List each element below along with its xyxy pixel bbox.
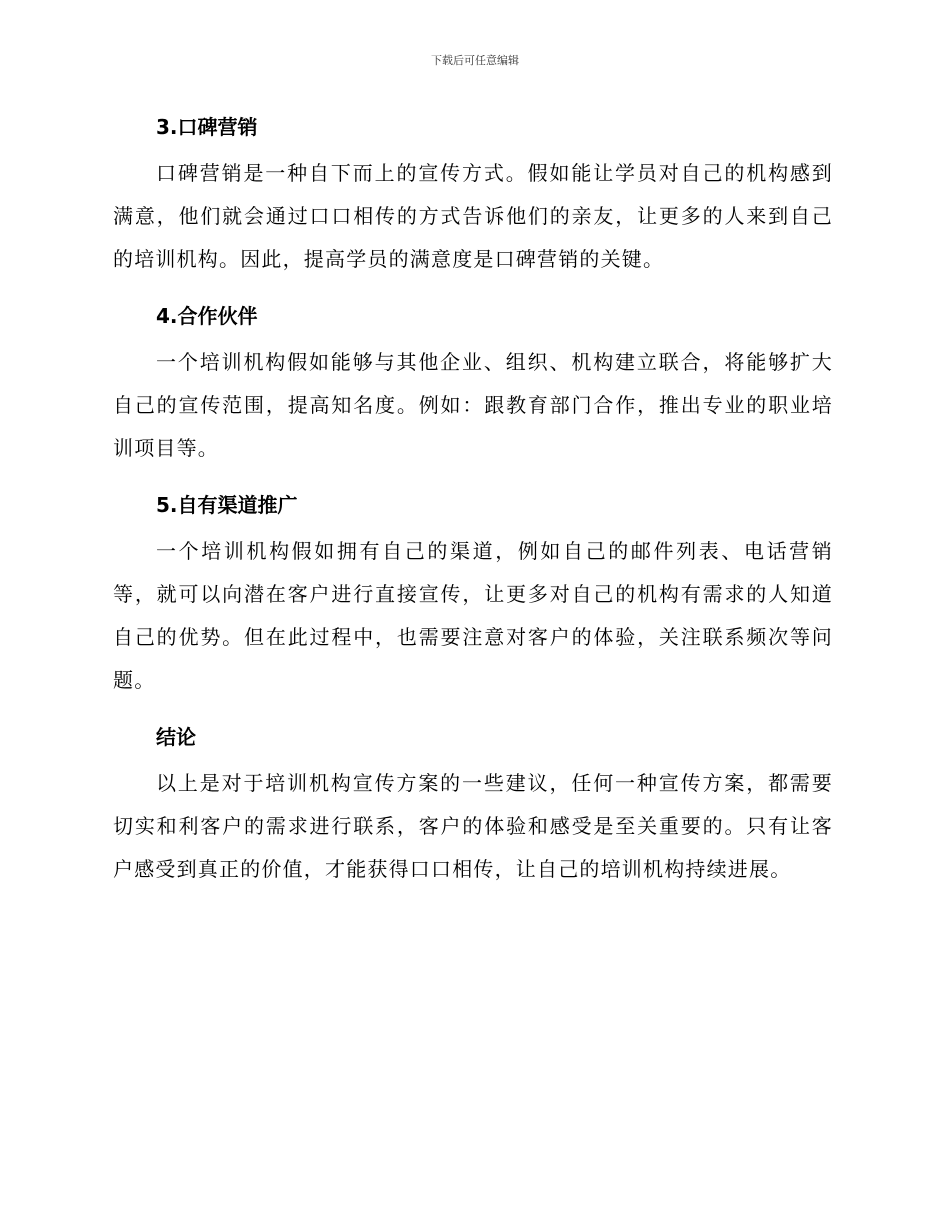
section-paragraph-partners: 一个培训机构假如能够与其他企业、组织、机构建立联合，将能够扩大自己的宣传范围，提高知名度。例如：跟教育部门合作，推出专业的职业培训项目等。: [113, 350, 833, 460]
section-heading-word-of-mouth: 3.口碑营销: [156, 115, 258, 139]
section-heading-own-channels: 5.自有渠道推广: [156, 493, 298, 517]
section-heading-partners: 4.合作伙伴: [156, 304, 258, 328]
section-paragraph-conclusion: 以上是对于培训机构宣传方案的一些建议，任何一种宣传方案，都需要切实和利客户的需求进行联系，客户的体验和感受是至关重要的。只有让客户感受到真正的价值，才能获得口口相传，让自己的培训机构持续进展。: [113, 771, 833, 881]
section-paragraph-word-of-mouth: 口碑营销是一种自下而上的宣传方式。假如能让学员对自己的机构感到满意，他们就会通过口口相传的方式告诉他们的亲友，让更多的人来到自己的培训机构。因此，提高学员的满意度是口碑营销的关键。: [113, 161, 833, 271]
section-paragraph-own-channels: 一个培训机构假如拥有自己的渠道，例如自己的邮件列表、电话营销等，就可以向潜在客户进行直接宣传，让更多对自己的机构有需求的人知道自己的优势。但在此过程中，也需要注意对客户的体验，关注联系频次等问题。: [113, 539, 833, 692]
page-header: 下载后可任意编辑: [431, 54, 519, 67]
section-heading-conclusion: 结论: [156, 725, 196, 749]
document-body: [113, 110, 833, 891]
